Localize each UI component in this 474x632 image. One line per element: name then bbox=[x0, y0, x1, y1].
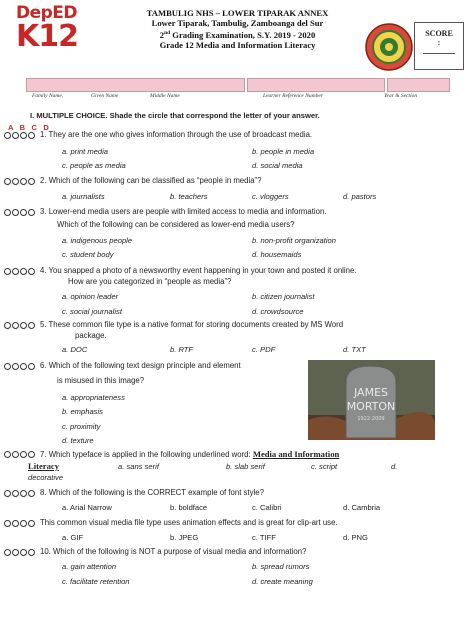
question-number: 2. bbox=[40, 176, 47, 185]
question-2 bbox=[40, 176, 261, 186]
option-c: c. proximity bbox=[62, 422, 101, 431]
label-middle-name: Middle Name bbox=[150, 93, 180, 99]
question-number: 10. bbox=[40, 547, 51, 556]
bubble-d[interactable] bbox=[28, 451, 35, 458]
option-b: b. citizen journalist bbox=[252, 292, 315, 301]
bubble-b[interactable] bbox=[12, 322, 19, 329]
logo-deped-text: DepED bbox=[16, 3, 78, 23]
option-c: c. PDF bbox=[252, 345, 276, 354]
bubble-d[interactable] bbox=[28, 549, 35, 556]
question-text: You snapped a photo of a newsworthy event happening in your town and posted it online. bbox=[48, 266, 357, 275]
option-b: b. slab serif bbox=[226, 462, 265, 471]
option-a: a. print media bbox=[62, 147, 109, 156]
answer-bubbles-7 bbox=[4, 451, 36, 458]
score-line bbox=[423, 53, 455, 54]
question-text: Which of the following is NOT a purpose of visual media and information? bbox=[53, 547, 307, 556]
question-text: Which of the following can be classified as “people in media”? bbox=[48, 176, 262, 185]
option-a: a. opinion leader bbox=[62, 292, 119, 301]
exam-title bbox=[120, 28, 355, 40]
bubble-c[interactable] bbox=[20, 178, 27, 185]
bubble-b[interactable] bbox=[12, 451, 19, 458]
option-b: b. JPEG bbox=[170, 533, 199, 542]
question-number: 3. bbox=[40, 207, 47, 216]
option-b: b. teachers bbox=[170, 192, 208, 201]
bubble-a[interactable] bbox=[4, 178, 11, 185]
option-d: d. TXT bbox=[343, 345, 366, 354]
bubble-b[interactable] bbox=[12, 209, 19, 216]
option-c: c. TIFF bbox=[252, 533, 276, 542]
option-d: d. PNG bbox=[343, 533, 368, 542]
question-4 bbox=[40, 266, 356, 276]
option-c: c. vloggers bbox=[252, 192, 289, 201]
question-5-line2: package. bbox=[75, 331, 107, 340]
question-3 bbox=[40, 207, 327, 217]
option-b: b. boldface bbox=[170, 503, 208, 512]
underlined-phrase-2: Literacy bbox=[28, 461, 60, 471]
question-5 bbox=[40, 320, 343, 330]
option-d: d. bbox=[391, 462, 398, 471]
bubble-c[interactable] bbox=[20, 451, 27, 458]
question-text: Which of the following text design principle and element bbox=[48, 361, 241, 370]
option-d: d. texture bbox=[62, 436, 94, 445]
option-a: a. DOC bbox=[62, 345, 88, 354]
label-given-name: Given Name bbox=[91, 93, 119, 99]
bubble-d[interactable] bbox=[28, 178, 35, 185]
option-d: d. create meaning bbox=[252, 577, 313, 586]
option-d: d. Cambria bbox=[343, 503, 381, 512]
bubble-a[interactable] bbox=[4, 451, 11, 458]
bubble-c[interactable] bbox=[20, 209, 27, 216]
label-year-section: Year & Section bbox=[384, 93, 418, 99]
question-8 bbox=[40, 488, 264, 498]
bubble-d[interactable] bbox=[28, 490, 35, 497]
score-label: SCORE bbox=[425, 29, 453, 38]
question-number: 4. bbox=[40, 266, 47, 275]
question-number: 5. bbox=[40, 320, 47, 329]
answer-bubbles-4 bbox=[4, 268, 36, 275]
question-number: 7. bbox=[40, 450, 47, 459]
question-number: 6. bbox=[40, 361, 47, 370]
bubble-b[interactable] bbox=[12, 268, 19, 275]
bubble-a[interactable] bbox=[4, 322, 11, 329]
bubble-d[interactable] bbox=[28, 132, 35, 139]
question-text: This common visual media file type uses animation effects and is great for clip-art use. bbox=[40, 518, 338, 527]
question-text: Which of the following is the CORRECT example of font style? bbox=[48, 488, 264, 497]
answer-bubbles-5 bbox=[4, 322, 36, 329]
tombstone-line2: MORTON bbox=[346, 400, 396, 413]
question-text: Which typeface is applied in the following underlined word: bbox=[48, 450, 251, 459]
option-d: d. crowdsource bbox=[252, 307, 304, 316]
bubble-a[interactable] bbox=[4, 268, 11, 275]
bubble-b[interactable] bbox=[12, 549, 19, 556]
option-b: b. people in media bbox=[252, 147, 315, 156]
option-b: b. spread rumors bbox=[252, 562, 310, 571]
bubble-c[interactable] bbox=[20, 322, 27, 329]
bubble-b[interactable] bbox=[12, 490, 19, 497]
bubble-a[interactable] bbox=[4, 520, 11, 527]
school-seal-icon bbox=[364, 22, 414, 72]
question-text: Lower-end media users are people with limited access to media and information. bbox=[48, 207, 327, 216]
exam-header bbox=[120, 8, 355, 51]
option-d: d. pastors bbox=[343, 192, 377, 201]
option-a: a. journalists bbox=[62, 192, 105, 201]
option-b: b. RTF bbox=[170, 345, 194, 354]
question-number: 8. bbox=[40, 488, 47, 497]
bubble-c[interactable] bbox=[20, 549, 27, 556]
bubble-c[interactable] bbox=[20, 520, 27, 527]
lrn-field[interactable] bbox=[247, 78, 385, 92]
instruction: I. MULTIPLE CHOICE. Shade the circle that correspond the letter of your answer. bbox=[30, 111, 320, 120]
tombstone-line3: 1922-2009 bbox=[357, 416, 385, 422]
score-colon: : bbox=[437, 38, 441, 47]
answer-bubbles-10 bbox=[4, 549, 36, 556]
bubble-c[interactable] bbox=[20, 490, 27, 497]
bubble-a[interactable] bbox=[4, 209, 11, 216]
exam-grading-suffix: nd bbox=[164, 30, 171, 37]
answer-bubbles-2 bbox=[4, 178, 36, 185]
question-6 bbox=[40, 361, 241, 371]
label-lrn: Learner Reference Number bbox=[263, 93, 323, 99]
option-b: b. non-profit organization bbox=[252, 236, 337, 245]
tombstone-illustration bbox=[308, 360, 435, 440]
option-a: a. appropriateness bbox=[62, 393, 125, 402]
logo-k12-text: K12 bbox=[16, 19, 78, 54]
bubble-a[interactable] bbox=[4, 490, 11, 497]
label-family-name: Family Name, bbox=[32, 93, 64, 99]
bubble-c[interactable] bbox=[20, 132, 27, 139]
deped-k12-logo bbox=[16, 4, 80, 62]
bubble-d[interactable] bbox=[28, 268, 35, 275]
answer-bubbles-8 bbox=[4, 490, 36, 497]
answer-bubbles-6 bbox=[4, 363, 36, 370]
option-a: a. Arial Narrow bbox=[62, 503, 112, 512]
bubble-a[interactable] bbox=[4, 132, 11, 139]
question-10 bbox=[40, 547, 306, 557]
option-a: a. gain attention bbox=[62, 562, 117, 571]
answer-bubbles-9 bbox=[4, 520, 36, 527]
exam-grading-text: Grading Examination, S.Y. 2019 - 2020 bbox=[170, 30, 316, 41]
bubble-b[interactable] bbox=[12, 132, 19, 139]
question-text: These common file type is a native format for storing documents created by MS Word bbox=[48, 320, 344, 329]
section-field[interactable] bbox=[387, 78, 450, 92]
question-1 bbox=[40, 130, 312, 140]
question-7 bbox=[40, 449, 339, 460]
question-9 bbox=[40, 518, 338, 528]
option-d: d. social media bbox=[252, 161, 303, 170]
bubble-d[interactable] bbox=[28, 520, 35, 527]
option-d-text: decorative bbox=[28, 473, 64, 482]
option-a: a. sans serif bbox=[118, 462, 159, 471]
exam-grading-number: 2 bbox=[159, 30, 165, 41]
option-c: c. social journalist bbox=[62, 307, 122, 316]
name-field[interactable] bbox=[26, 78, 245, 92]
question-4-line2: How are you categorized in “people as media”? bbox=[68, 277, 232, 286]
bubble-a[interactable] bbox=[4, 549, 11, 556]
option-c: c. people as media bbox=[62, 161, 126, 170]
option-a: a. GIF bbox=[62, 533, 84, 542]
tombstone-line1: JAMES bbox=[354, 386, 388, 399]
bubble-d[interactable] bbox=[28, 363, 35, 370]
bubble-d[interactable] bbox=[28, 322, 35, 329]
student-info-fields bbox=[26, 78, 450, 92]
underlined-phrase: Media and Information bbox=[252, 449, 340, 459]
bubble-a[interactable] bbox=[4, 363, 11, 370]
bubble-b[interactable] bbox=[12, 363, 19, 370]
school-name: TAMBULIG NHS – LOWER TIPARAK ANNEX bbox=[146, 8, 329, 18]
bubble-c[interactable] bbox=[20, 268, 27, 275]
score-box[interactable] bbox=[414, 22, 464, 70]
option-c: c. script bbox=[311, 462, 338, 471]
exam-subject: Grade 12 Media and Information Literacy bbox=[159, 40, 316, 51]
option-c: c. student body bbox=[62, 250, 114, 259]
bubble-c[interactable] bbox=[20, 363, 27, 370]
question-3-line2: Which of the following can be considered as lower-end media users? bbox=[57, 220, 295, 229]
option-c: c. facilitate retention bbox=[62, 577, 130, 586]
bubble-b[interactable] bbox=[12, 178, 19, 185]
question-number: 1. bbox=[40, 130, 47, 139]
school-address: Lower Tiparak, Tambulig, Zamboanga del Sur bbox=[151, 18, 324, 29]
option-a: a. indigenous people bbox=[62, 236, 133, 245]
answer-bubbles-3 bbox=[4, 209, 36, 216]
bubble-b[interactable] bbox=[12, 520, 19, 527]
bubble-d[interactable] bbox=[28, 209, 35, 216]
question-text: They are the one who gives information through the use of broadcast media. bbox=[48, 130, 313, 139]
option-b: b. emphasis bbox=[62, 407, 103, 416]
option-c: c. Calibri bbox=[252, 503, 282, 512]
option-d: d. housemaids bbox=[252, 250, 302, 259]
question-6-line2: is misused in this image? bbox=[57, 376, 145, 385]
answer-letters-header: A B C D bbox=[8, 123, 52, 132]
tombstone-image bbox=[308, 360, 435, 440]
answer-bubbles-1 bbox=[4, 132, 36, 139]
